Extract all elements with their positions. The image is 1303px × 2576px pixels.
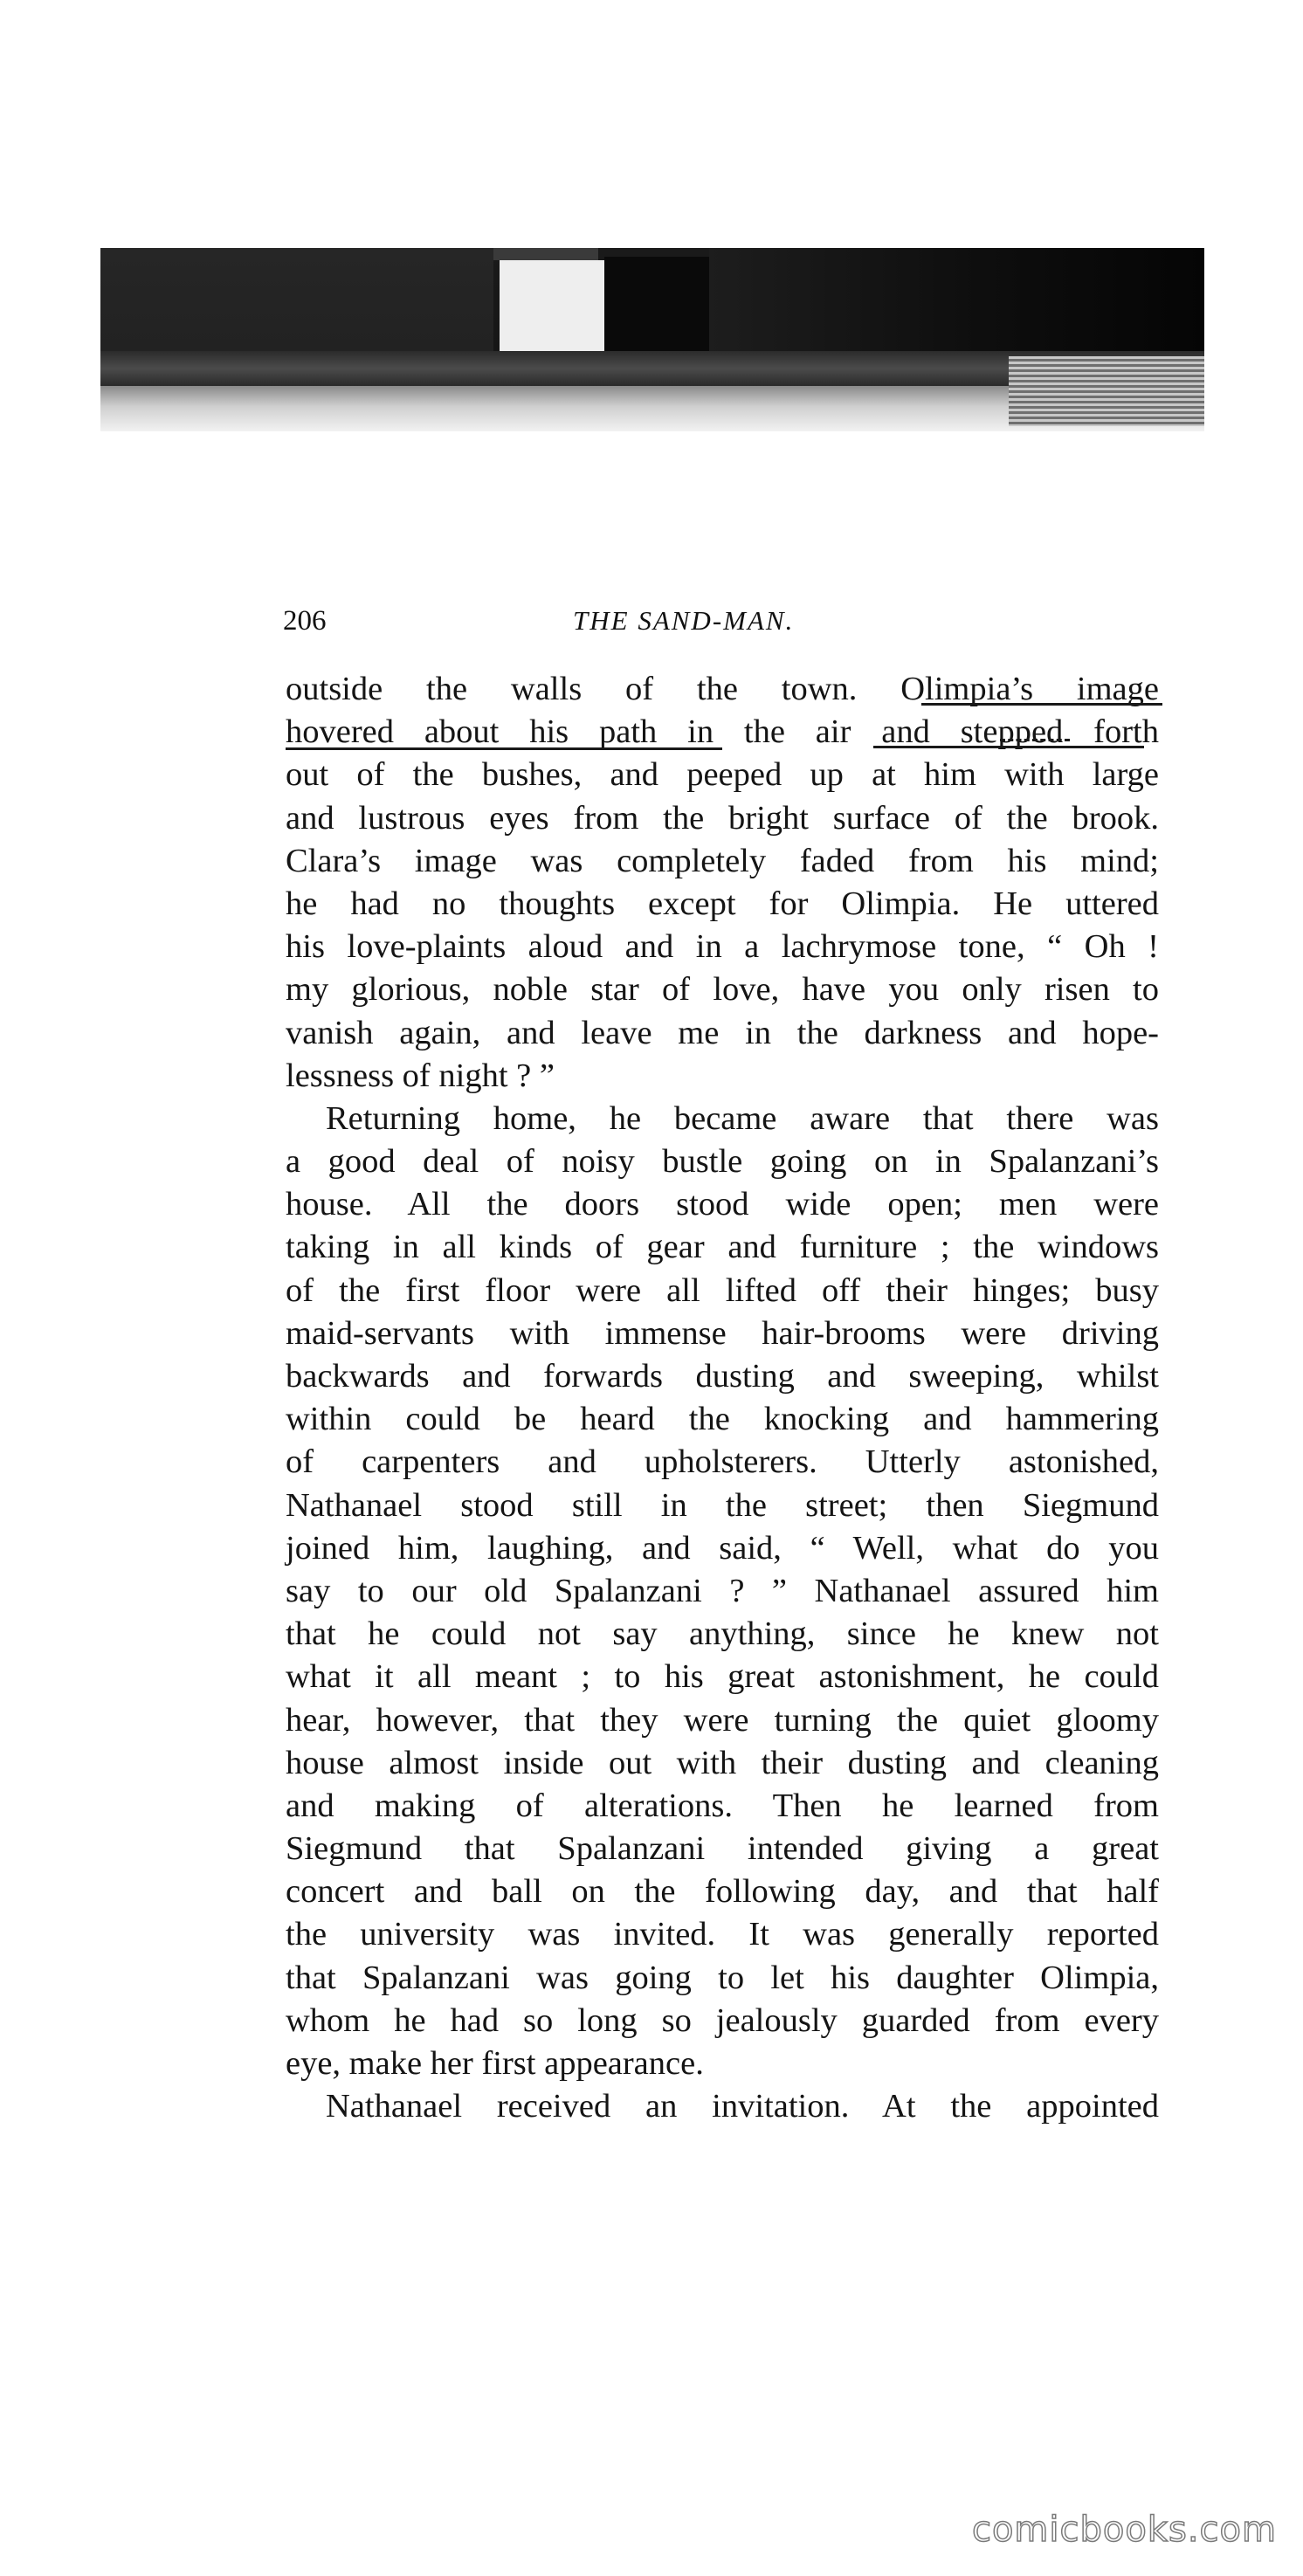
photo-paper-stack (1009, 356, 1204, 426)
text-line: Nathanael received an invitation. At the appointed (326, 2088, 1159, 2125)
text-line: house almost inside out with their dusting and cleaning (286, 1744, 1159, 1781)
pencil-underline-with (1000, 739, 1070, 741)
photo-black-block (604, 257, 709, 355)
text-line: Returning home, he became aware that there was (326, 1099, 1159, 1137)
running-title: THE SAND-MAN. (573, 605, 795, 636)
photo-white-block (500, 260, 604, 352)
text-line: taking in all kinds of gear and furniture ; the windows (286, 1229, 1159, 1266)
text-line: vanish again, and leave me in the darkness and hope- (286, 1014, 1159, 1051)
pencil-underline-hovered (286, 747, 722, 750)
text-line: lessness of night ? ” (286, 1057, 555, 1094)
text-line: and making of alterations. Then he learned from (286, 1787, 1159, 1824)
text-line: backwards and forwards dusting and sweeping, whilst (286, 1358, 1159, 1395)
text-line: joined him, laughing, and said, “ Well, what do you (286, 1529, 1159, 1567)
text-line: eye, make her first appearance. (286, 2045, 704, 2082)
text-line: he had no thoughts except for Olimpia. He uttered (286, 885, 1159, 922)
text-line: of carpenters and upholsterers. Utterly astonished, (286, 1443, 1159, 1481)
text-line: within could be heard the knocking and hammering (286, 1401, 1159, 1438)
text-line: whom he had so long so jealously guarded from every (286, 2001, 1159, 2039)
pencil-underline-stepped (873, 746, 1144, 748)
text-line: the university was invited. It was generally reported (286, 1916, 1159, 1953)
text-line: Nathanael stood still in the street; then Siegmund (286, 1486, 1159, 1524)
text-line: maid-servants with immense hair-brooms were driving (286, 1314, 1159, 1352)
text-line: house. All the doors stood wide open; men were (286, 1186, 1159, 1223)
text-line: out of the bushes, and peeped up at him with large (286, 756, 1159, 794)
text-line: Siegmund that Spalanzani intended giving a great (286, 1830, 1159, 1868)
text-line: that Spalanzani was going to let his daughter Olimpia, (286, 1959, 1159, 1996)
text-line: what it all meant ; to his great astonishment, he could (286, 1658, 1159, 1696)
text-line: of the first floor were all lifted off their hinges; busy (286, 1271, 1159, 1309)
text-line: and lustrous eyes from the bright surface of the brook. (286, 799, 1159, 837)
text-line: my glorious, noble star of love, have you only risen to (286, 971, 1159, 1009)
text-line: his love-plaints aloud and in a lachrymose tone, “ Oh ! (286, 928, 1159, 966)
text-line: a good deal of noisy bustle going on in Spalanzani’s (286, 1143, 1159, 1181)
photo-panel (493, 248, 598, 260)
text-line: outside the walls of the town. Olimpia’s image (286, 671, 1159, 707)
text-line: that he could not say anything, since he knew not (286, 1615, 1159, 1653)
text-line: Clara’s image was completely faded from his mind; (286, 842, 1159, 879)
pencil-underline-olimpia (921, 703, 1162, 706)
page-number: 206 (283, 605, 327, 637)
watermark: comicbooks.com (971, 2510, 1277, 2550)
text-line: hovered about his path in the air and stepped forth (286, 713, 1159, 751)
text-line: say to our old Spalanzani ? ” Nathanael assured him (286, 1572, 1159, 1609)
scanned-photo-strip (100, 248, 1204, 431)
text-line: hear, however, that they were turning the quiet gloomy (286, 1701, 1159, 1739)
text-line: concert and ball on the following day, and that half (286, 1873, 1159, 1911)
body-text (286, 668, 1159, 2128)
